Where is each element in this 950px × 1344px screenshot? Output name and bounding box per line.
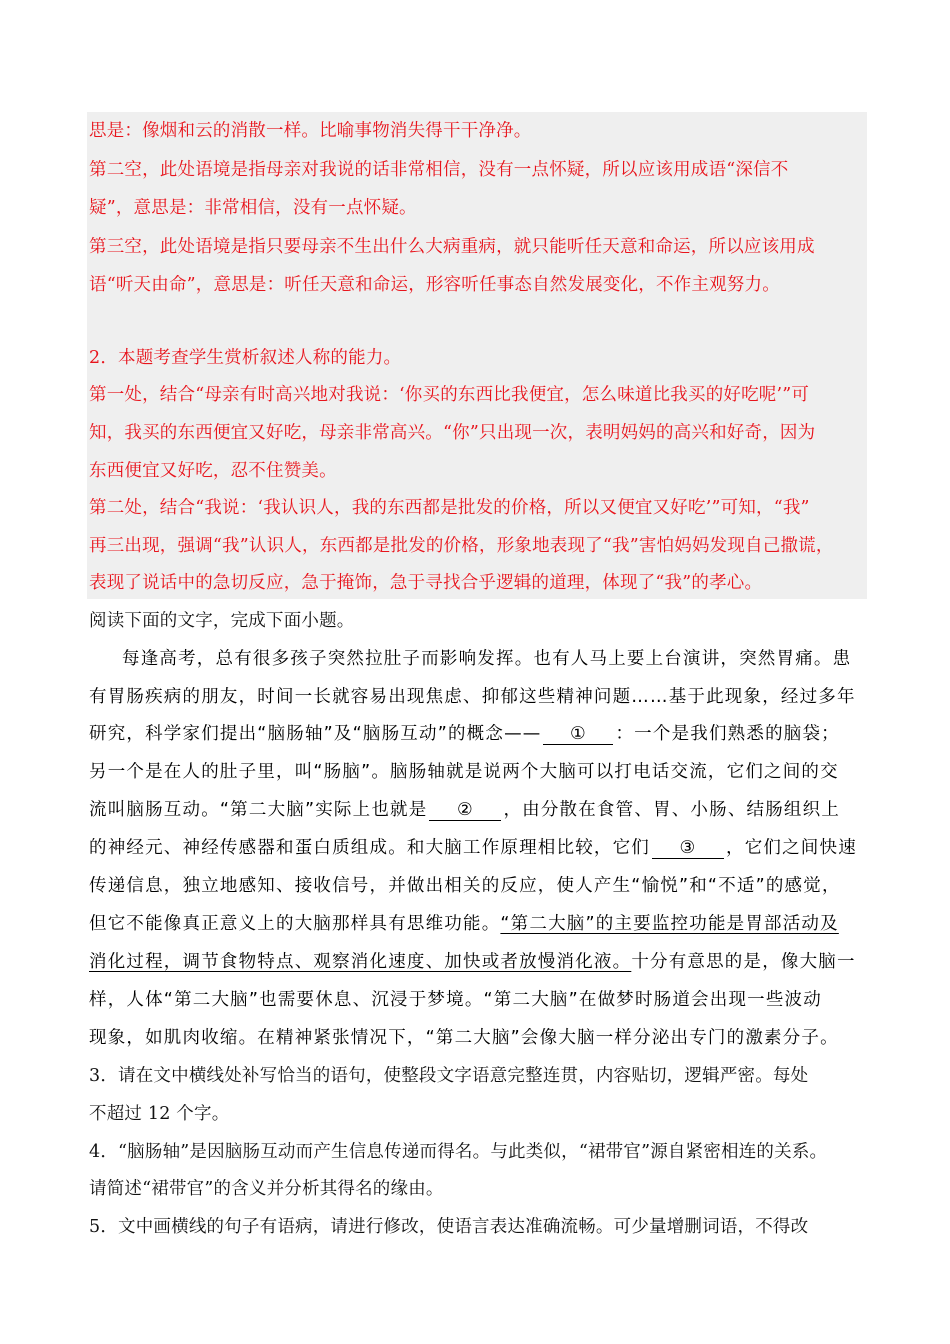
passage-text: 但它不能像真正意义上的大脑那样具有思维功能。	[89, 914, 501, 934]
question-3-cont: 不超过 12 个字。	[89, 1104, 230, 1124]
passage-line: 有胃肠疾病的朋友，时间一长就容易出现焦虑、抑郁这些精神问题……基于此现象，经过多年	[89, 687, 856, 707]
blank-1: ①	[543, 724, 613, 745]
answer-line: 第三空，此处语境是指只要母亲不生出什么大病重病，就只能听任天意和命运，所以应该用成	[89, 237, 815, 257]
passage-text: ，由分散在食管、胃、小肠、结肠组织上	[503, 800, 841, 820]
passage-line: 传递信息，独立地感知、接收信号，并做出相关的反应，使人产生“愉悦”和“不适”的感觉，	[89, 876, 841, 896]
passage-text: 十分有意思的是，像大脑一	[631, 952, 856, 972]
question-4: 4．“脑肠轴”是因脑肠互动而产生信息传递而得名。与此类似，“裙带官”源自紧密相连的关系。	[89, 1142, 828, 1162]
passage-text: 研究，科学家们提出“脑肠轴”及“脑肠互动”的概念——	[89, 724, 542, 744]
answer-line: 第一处，结合“母亲有时高兴地对我说：‘你买的东西比我便宜，怎么味道比我买的好吃呢’”可	[89, 385, 810, 405]
passage-line	[89, 837, 857, 859]
answer-line: 疑”，意思是：非常相信，没有一点怀疑。	[89, 198, 417, 218]
passage-line	[89, 799, 840, 821]
q2-heading: 2．本题考查学生赏析叙述人称的能力。	[89, 348, 402, 368]
answer-line: 语“听天由命”，意思是：听任天意和命运，形容听任事态自然发展变化，不作主观努力。	[89, 275, 780, 295]
question-3: 3．请在文中横线处补写恰当的语句，使整段文字语意完整连贯，内容贴切，逻辑严密。每处	[89, 1066, 809, 1086]
answer-line: 再三出现，强调“我”认识人，东西都是批发的价格，形象地表现了“我”害怕妈妈发现自己撒谎，	[89, 536, 834, 556]
question-5: 5．文中画横线的句子有语病，请进行修改，使语言表达准确流畅。可少量增删词语，不得改	[89, 1217, 809, 1237]
answer-line: 第二空，此处语境是指母亲对我说的话非常相信，没有一点怀疑，所以应该用成语“深信不	[89, 160, 789, 180]
passage-line	[89, 951, 856, 973]
underlined-sentence: “第二大脑”的主要监控功能是胃部活动及	[500, 914, 839, 934]
passage-text: ，它们之间快速	[726, 838, 857, 858]
passage-text: 流叫脑肠互动。“第二大脑”实际上也就是	[89, 800, 428, 820]
question-4-cont: 请简述“裙带官”的含义并分析其得名的缘由。	[89, 1179, 444, 1199]
answer-line: 东西便宜又好吃，忍不住赞美。	[89, 461, 337, 481]
underlined-sentence: 消化过程，调节食物特点、观察消化速度、加快或者放慢消化液。	[89, 952, 632, 972]
answer-line: 知，我买的东西便宜又好吃，母亲非常高兴。“你”只出现一次，表明妈妈的高兴和好奇，因为	[89, 423, 816, 443]
passage-line	[89, 913, 839, 935]
passage-line: 另一个是在人的肚子里，叫“肠脑”。脑肠轴就是说两个大脑可以打电话交流，它们之间的交	[89, 762, 839, 782]
answer-line: 第二处，结合“我说：‘我认识人，我的东西都是批发的价格，所以又便宜又好吃’”可知，“我”	[89, 498, 810, 518]
passage-line: 现象，如肌肉收缩。在精神紧张情况下，“第二大脑”会像大脑一样分泌出专门的激素分子。	[89, 1028, 839, 1048]
answer-line: 思是：像烟和云的消散一样。比喻事物消失得干干净净。	[89, 121, 532, 141]
blank-2: ②	[429, 800, 501, 821]
passage-line	[89, 723, 840, 745]
reading-intro: 阅读下面的文字，完成下面小题。	[89, 611, 355, 631]
passage-text: ：一个是我们熟悉的脑袋；	[615, 724, 840, 744]
blank-3: ③	[652, 838, 724, 859]
answer-line: 表现了说话中的急切反应，急于掩饰，急于寻找合乎逻辑的道理，体现了“我”的孝心。	[89, 573, 763, 593]
passage-line: 每逢高考，总有很多孩子突然拉肚子而影响发挥。也有人马上要上台演讲，突然胃痛。患	[122, 649, 852, 669]
passage-text: 的神经元、神经传感器和蛋白质组成。和大脑工作原理相比较，它们	[89, 838, 650, 858]
passage-line: 样，人体“第二大脑”也需要休息、沉浸于梦境。“第二大脑”在做梦时肠道会出现一些波动	[89, 990, 822, 1010]
